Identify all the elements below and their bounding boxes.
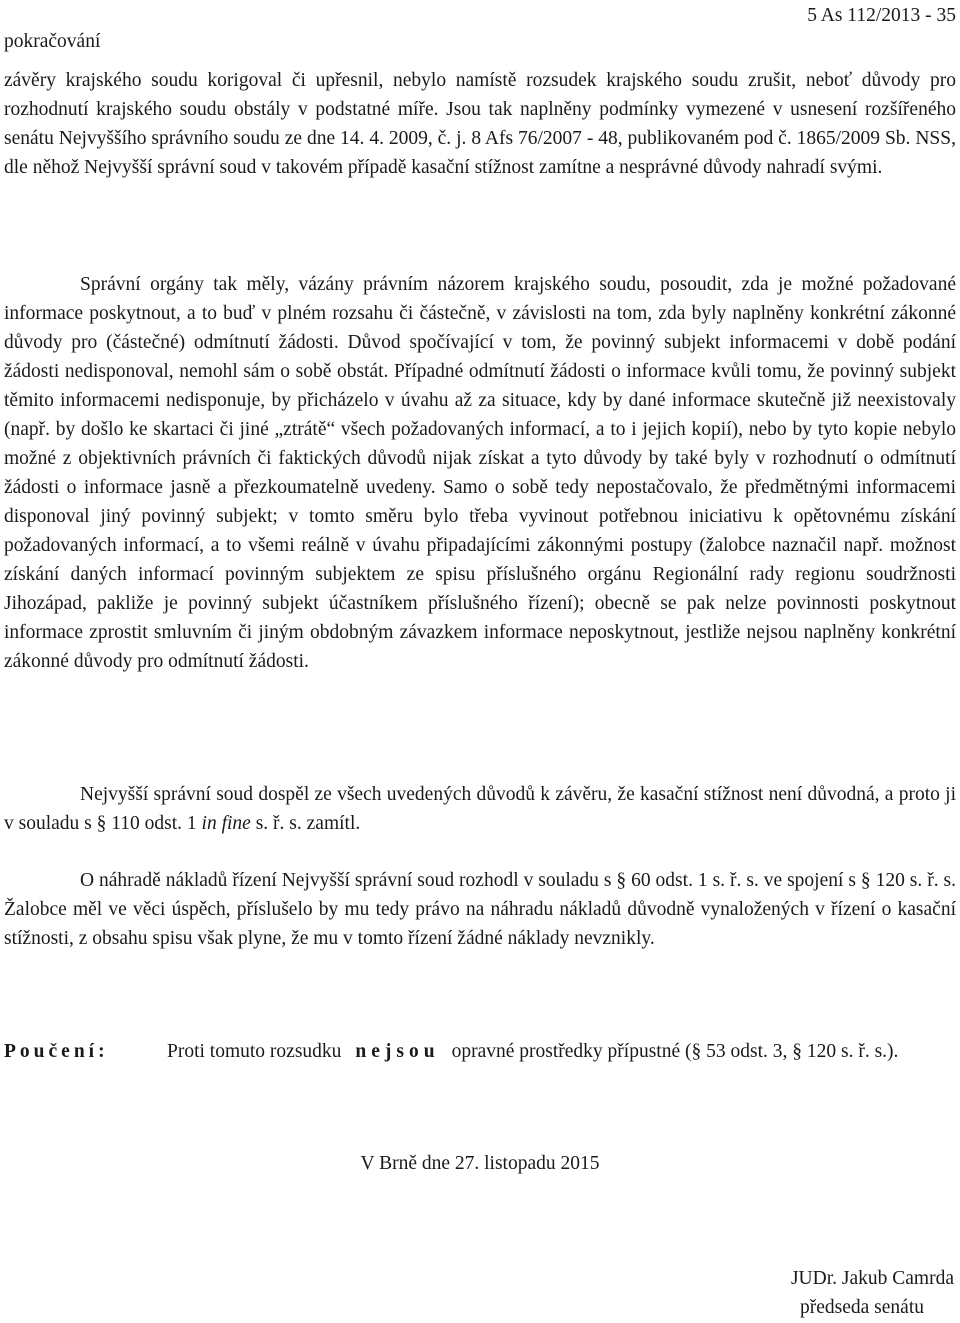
verdict-text-end: s. ř. s. zamítl. — [250, 813, 361, 834]
paragraph-reasoning: Správní orgány tak měly, vázány právním názorem krajského soudu, posoudit, zda je možné požadované informace poskytnout, a to buď v plném rozsahu či částečně, v závislosti na tom, zda byly naplněny konkrétní zákonné důvody pro (částečné) odmítnutí žádosti. Důvod spočívající v tom, že povinný subjekt informacemi v době podání žádosti nedisponoval, nemohl sám o sobě obstát. Případné odmítnutí žádosti o informace kvůli tomu, že povinný subjekt těmito informacemi nedisponuje, by přicházelo v úvahu až za situace, kdy by dané informace skutečně již neexistovaly (např. by došlo ke skartaci či jiné „ztrátě“ všech požadovaných informací, a to i jejich kopií), nebo by tyto kopie nebylo možné z objektivních právních či faktických důvodů nijak získat a tyto důvody by také byly v rozhodnutí o odmítnutí žádosti o informace jasně a přezkoumatelně uvedeny. Samo o sobě tedy nepostačovalo, že předmětnými informacemi disponoval jiný povinný subjekt; v tomto směru bylo třeba vyvinout potřebnou iniciativu k opětovnému získání požadovaných informací, a to všemi reálně v úvahu připadajícími zákonnými postupy (žalobce naznačil např. možnost získání daných informací povinným subjektem ze spisu příslušného orgánu Regionální rady regionu soudržnosti Jihozápad, pakliže je povinný subjekt účastníkem příslušného řízení); obecně se pak nelze povinnosti poskytnout informace zprostit smluvním či jiným obdobným závazkem informace neposkytnout, jestliže nejsou naplněny konkrétní zákonné důvody pro odmítnutí žádosti. — [4, 274, 956, 672]
instruction-text-start: Proti tomuto rozsudku — [167, 1041, 342, 1062]
instruction-text — [167, 1037, 956, 1066]
instruction-emphasis: nejsou — [355, 1041, 440, 1062]
continuation-label: pokračování — [4, 31, 101, 52]
issue-date: V Brně dne 27. listopadu 2015 — [360, 1153, 600, 1174]
case-number: 5 As 112/2013 - 35 — [807, 5, 956, 26]
signature-block — [791, 1264, 954, 1322]
verdict-latin-phrase: in fine — [201, 813, 251, 834]
paragraph-conclusion: závěry krajského soudu korigoval či upřesnil, nebylo namístě rozsudek krajského soudu zrušit, neboť důvody pro rozhodnutí krajského soudu obstály v podstatné míře. Jsou tak naplněny podmínky vymezené v usnesení rozšířeného senátu Nejvyššího správního soudu ze dne 14. 4. 2009, č. j. 8 Afs 76/2007 - 48, publikovaném pod č. 1865/2009 Sb. NSS, dle něhož Nejvyšší správní soud v takovém případě kasační stížnost zamítne a nesprávné důvody nahradí svými. — [4, 70, 956, 178]
paragraph-verdict — [4, 780, 956, 838]
verdict-text-start: Nejvyšší správní soud dospěl ze všech uvedených důvodů k závěru, že kasační stížnost není důvodná, a proto ji v souladu s § 110 odst. 1 — [4, 784, 956, 834]
instruction-label: Poučení: — [4, 1041, 109, 1062]
instruction-text-end: opravné prostředky přípustné (§ 53 odst. 3, § 120 s. ř. s.). — [451, 1041, 899, 1062]
judge-name: JUDr. Jakub Camrda — [790, 1268, 954, 1289]
paragraph-costs: O náhradě nákladů řízení Nejvyšší správní soud rozhodl v souladu s § 60 odst. 1 s. ř. s. ve spojení s § 120 s. ř. s. Žalobce měl ve věci úspěch, příslušelo by mu tedy právo na náhradu nákladů důvodně vynaložených v řízení o kasační stížnosti, z obsahu spisu však plyne, že mu v tomto řízení žádné náklady nevznikly. — [4, 870, 956, 949]
judge-role: předseda senátu — [800, 1297, 924, 1318]
